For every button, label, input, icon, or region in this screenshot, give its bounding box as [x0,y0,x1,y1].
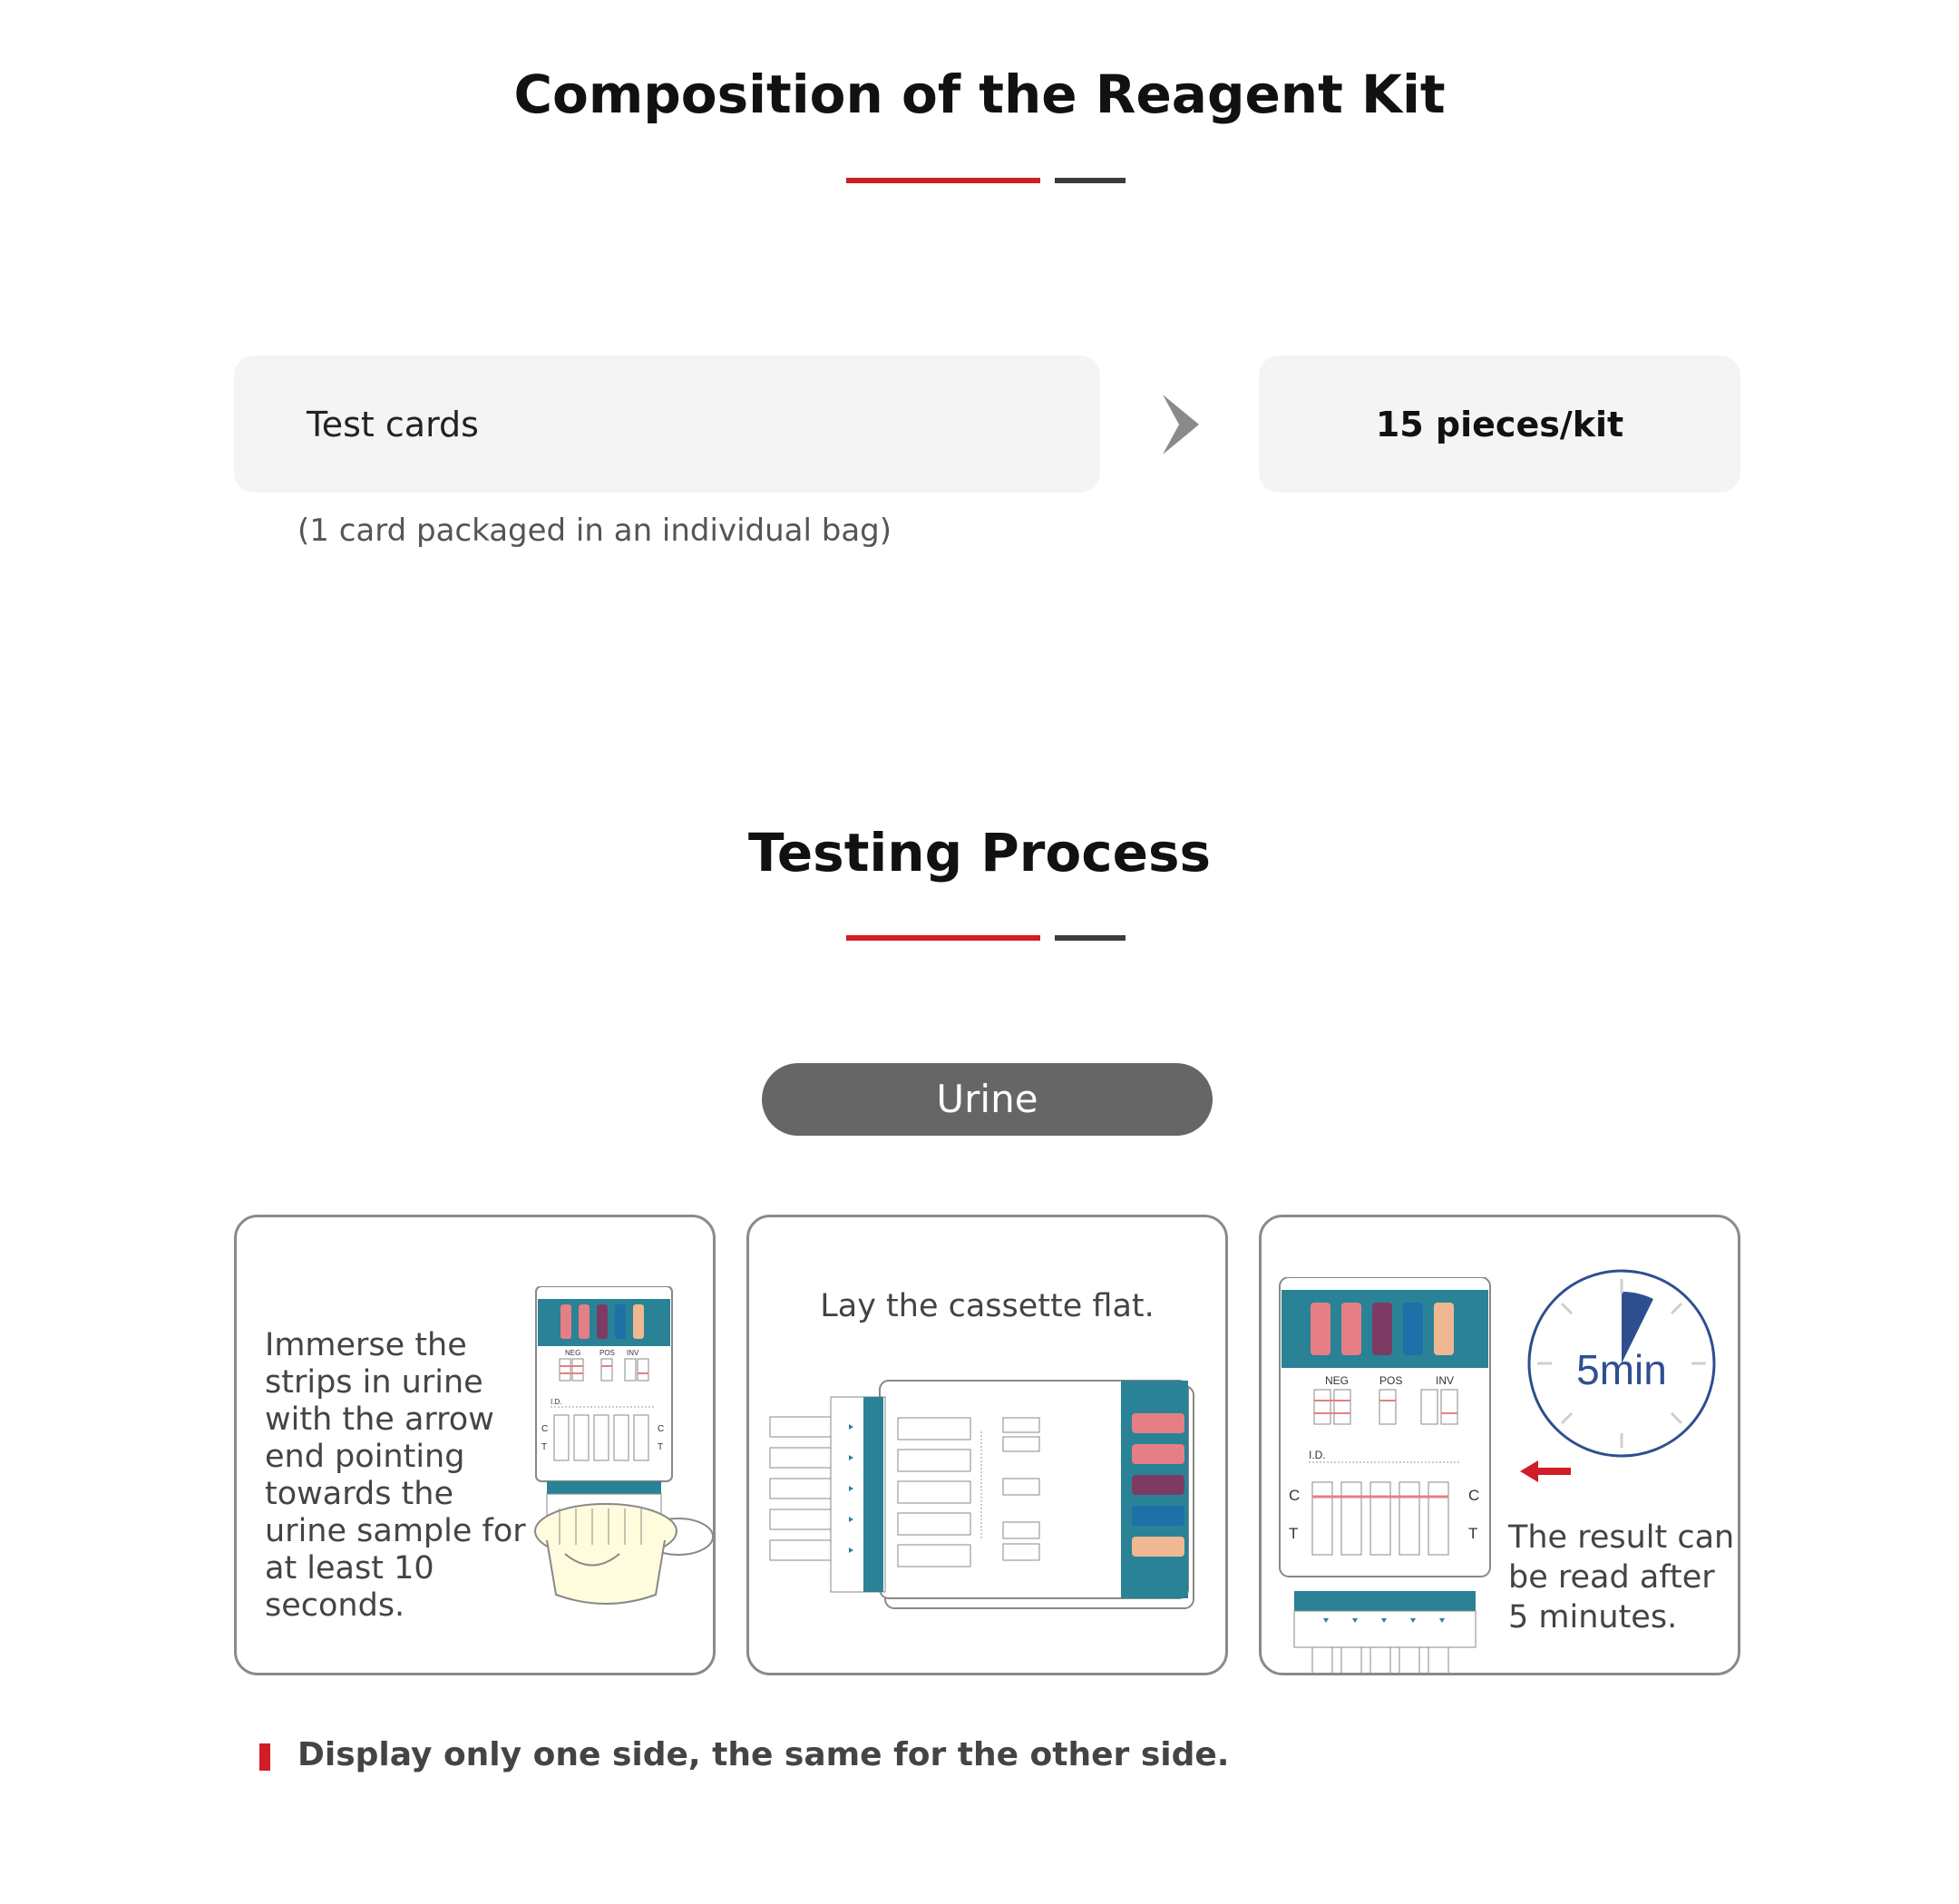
title-accent-red-2 [846,935,1040,941]
sample-type-badge: Urine [762,1063,1213,1136]
svg-text:T: T [541,1442,548,1452]
title-accent-dark-2 [1055,935,1126,941]
cassette-flat-illustration [767,1377,1221,1622]
test-cards-box [234,356,1100,493]
svg-text:C: C [1289,1487,1301,1504]
timer-label: 5min [1576,1346,1667,1393]
svg-text:INV: INV [627,1349,639,1357]
svg-text:POS: POS [599,1349,615,1357]
testing-process-title: Testing Process [747,822,1212,884]
test-cards-label: Test cards [307,405,479,444]
step-2-text: Lay the cassette flat. [820,1288,1155,1324]
svg-text:NEG: NEG [1325,1374,1350,1387]
quantity-box [1259,356,1740,493]
packaging-note: (1 card packaged in an individual bag) [297,513,892,549]
cassette-result-illustration [1278,1277,1492,1675]
step-card-1 [234,1215,716,1675]
composition-title: Composition of the Reagent Kit [513,63,1446,125]
title-accent-red [846,178,1040,183]
svg-text:T: T [1289,1525,1299,1542]
step-3-text: The result can be read after 5 minutes. [1508,1519,1735,1635]
svg-text:C: C [541,1424,549,1434]
cassette-in-cup-illustration [529,1286,716,1613]
svg-text:C: C [658,1424,665,1434]
step-1-text: Immerse the strips in urine with the arrow end pointing towards the urine sample for at least 10 seconds. [265,1327,526,1624]
svg-text:T: T [658,1442,664,1452]
svg-text:C: C [1468,1487,1480,1504]
svg-text:I.D.: I.D. [551,1398,562,1406]
footnote-text: Display only one side, the same for the other side. [297,1736,1230,1773]
svg-text:T: T [1468,1525,1478,1542]
step-card-2 [746,1215,1228,1675]
quantity-label: 15 pieces/kit [1375,405,1624,444]
svg-text:I.D.: I.D. [1309,1449,1326,1461]
footnote-marker [259,1743,270,1771]
svg-text:POS: POS [1379,1374,1403,1387]
svg-text:NEG: NEG [565,1349,581,1357]
svg-text:INV: INV [1436,1374,1455,1387]
arrow-left-icon [1518,1458,1573,1485]
step-card-3 [1259,1215,1740,1675]
chevron-right-icon [1159,393,1201,456]
timer-icon [1525,1266,1719,1460]
title-accent-dark [1055,178,1126,183]
